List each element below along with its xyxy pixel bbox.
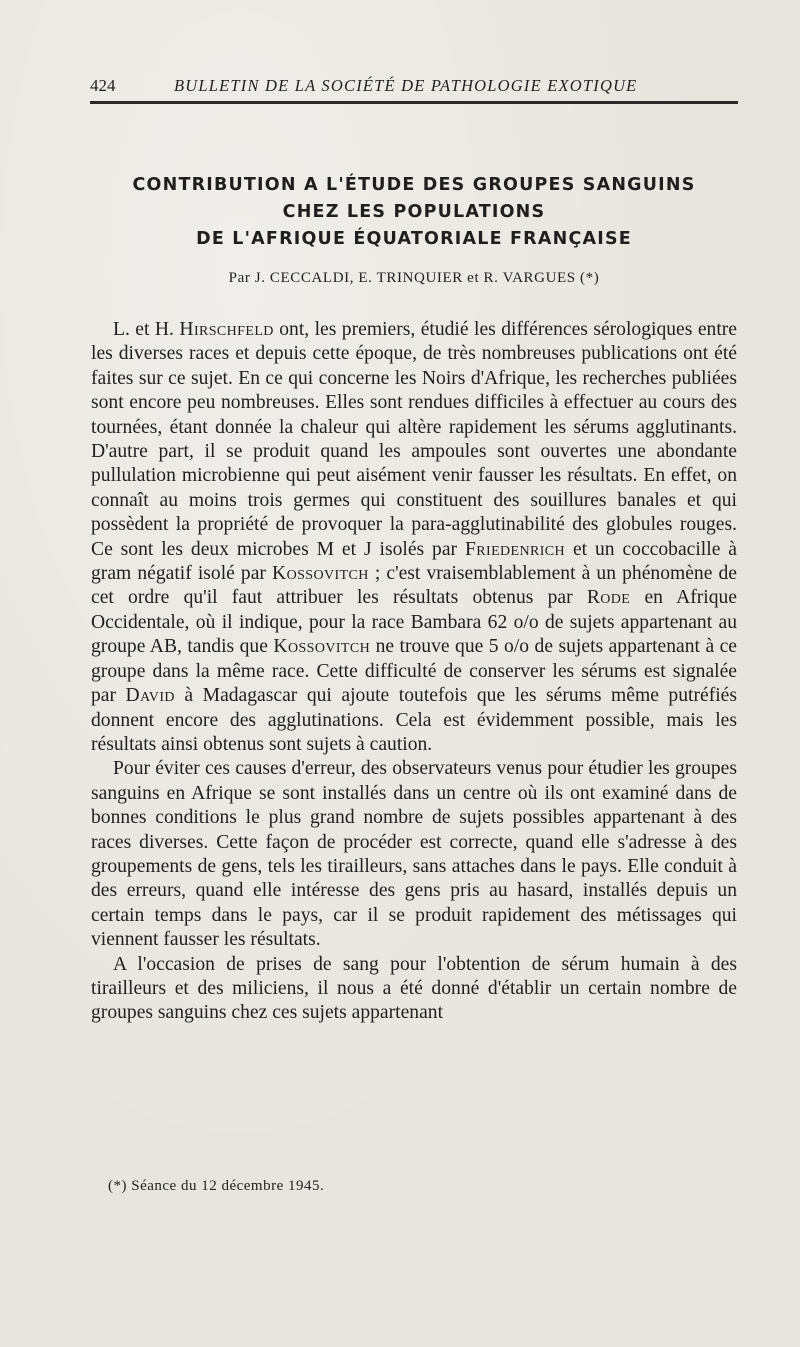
text-run: en Afrique Occidentale, où il indique, pour la race Bambara 62 o/o de sujets appartenant au groupe AB, tandis que [91,587,737,658]
header-rule [90,101,738,104]
author-name: David [125,685,175,707]
footnote: (*) Séance du 12 décembre 1945. [108,1178,325,1194]
text-run: à Madagascar qui ajoute toutefois que les sérums même putréfiés donnent encore des agglutinations. Cela est évidemment possible, mais les résultats ainsi obtenus sont sujets à caution. [91,685,737,755]
title-line-1: CONTRIBUTION A L'ÉTUDE DES GROUPES SANGUINS [132,175,696,195]
author-name: Hirschfeld [179,319,274,340]
text-run: ne trouve que 5 o/o de sujets appartenant à ce groupe dans la même race. Cette difficulté de conserver les sérums est signalée par [91,636,737,707]
running-head: BULLETIN DE LA SOCIÉTÉ DE PATHOLOGIE EXOTIQUE [174,76,638,95]
author-name: Kossovitch [273,636,371,658]
byline: Par J. CECCALDI, E. TRINQUIER et R. VARGUES (*) [228,270,600,286]
text-run: L. et H. [113,319,180,340]
title-line-2: CHEZ LES POPULATIONS [282,202,546,222]
text-run: et un coccobacille à gram négatif isolé par [91,538,737,585]
article-body [91,318,737,1026]
paragraph-2: Pour éviter ces causes d'erreur, des observateurs venus pour étudier les groupes sanguins en Afrique se sont installés dans un centre où ils ont examiné dans de bonnes conditions le plus grand nombre de sujets possibles appartenant à des races diverses. Cette façon de procéder est correcte, quand elle s'adresse à des groupements de gens, tels les tirailleurs, sans attaches dans le pays. Elle conduit à des erreurs, quand elle intéresse des gens pris au hasard, installés depuis un certain temps dans le pays, car il se produit rapidement des métissages qui viennent fausser les résultats. [91,758,737,951]
author-name: Friedenrich [464,538,566,560]
text-run: ont, les premiers, étudié les différences sérologiques entre les diverses races et depuis cette époque, de très nombreuses publications ont été faites sur ce sujet. En ce qui concerne les Noirs d'Afrique, les recherches publiées sont encore peu nombreuses. Elles sont rendues difficiles à effectuer au cours des tournées, étant donnée la chaleur qui altère rapidement les sérums agglutinants. D'autre part, il se produit quand les ampoules sont ouvertes une abondante pullulation microbienne qui peut aisément venir fausser les résultats. En effet, on connaît au moins trois germes qui constituent des souillures banales et qui possèdent la propriété de provoquer la para-agglutinabilité des globules rouges. Ce sont les deux microbes M et J isolés par [91,319,737,560]
paragraph-3: A l'occasion de prises de sang pour l'obtention de sérum humain à des tirailleurs et des miliciens, il nous a été donné d'établir un certain nombre de groupes sanguins chez ces sujets appartenant [91,953,737,1024]
text-run: ; c'est vraisemblablement à un phénomène de cet ordre qu'il faut attribuer les résultats obtenus par [91,563,737,609]
paragraph-1 [91,318,737,757]
author-name: Kossovitch [272,563,369,585]
author-name: Rode [586,587,631,609]
page-number: 424 [90,76,116,95]
title-line-3: DE L'AFRIQUE ÉQUATORIALE FRANÇAISE [196,229,632,249]
article-title [90,172,738,253]
page-header [90,70,738,104]
